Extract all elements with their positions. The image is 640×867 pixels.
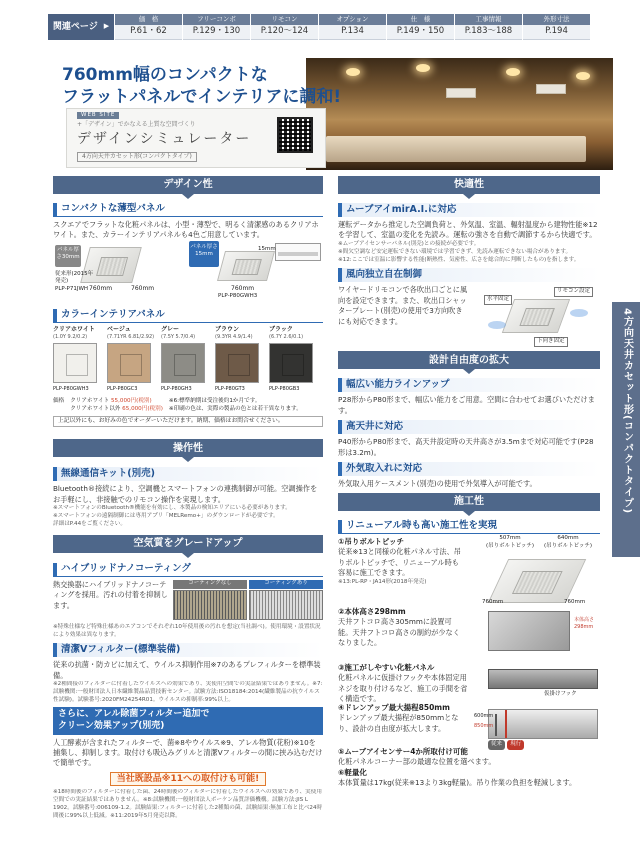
item-body-height: ②本体高さ298mm 天井フトコロ高さ305mmに設置可能。天井フトコロ高さの制約が少なくなりました。 本体高さ298mm — [338, 607, 600, 663]
related-page-col[interactable] — [318, 14, 386, 40]
hero-photo — [306, 58, 613, 170]
related-page-head: オプション — [319, 14, 386, 25]
swatch-model: PLP-P80GWH3 — [53, 385, 89, 392]
arrow-right-icon: ▶ — [103, 22, 110, 31]
item-sensor-title: ⑤ムーブアイセンサー4か所取付け可能 — [338, 747, 468, 757]
coil-uncoated-image — [173, 590, 247, 620]
related-pages-label: 関連ページ ▶ — [48, 14, 114, 40]
left-column — [53, 176, 323, 829]
swatch-code: (7.5Y 5.7/0.4) — [161, 333, 196, 340]
hybrid-coating-text: 熱交換器にハイブリッドナノコーティングを採用。汚れの付着を抑制します。 — [53, 579, 168, 610]
compact-panel-text: スクエアでフラットな化粧パネルは、小型・薄型で、明るく清潔感のあるクリアホワイト。また、カラーインテリアパネルも4色ご用意しています。 — [53, 220, 319, 240]
simulator-footnote: 4方向天井カセット形(コンパクトタイプ) — [77, 152, 197, 162]
wireless-kit-heading: 無線通信キット(別売) — [53, 467, 323, 481]
swatch-model: PLP-P80GH3 — [161, 385, 192, 392]
related-page-head: 工事情報 — [455, 14, 522, 25]
airflow-heading: 風向独立自在制御 — [338, 268, 600, 282]
comfort-section-header: 快適性 — [338, 176, 600, 194]
item-bolt-pitch: ①吊りボルトピッチ 従来※13と同様の化粧パネル寸法、吊りボルトピッチで、リニューアル時も容易に施工できます。 ※13:PL-RP・JA14形(2018年発売) 507mm (吊りボルトピッチ) 640mm (吊りボルトピッチ) 760mm 760mm — [338, 535, 593, 606]
related-page-link[interactable]: P.149・150 — [387, 25, 454, 40]
related-page-link[interactable]: P.183〜188 — [455, 25, 522, 40]
swatch-name: グレー — [161, 325, 180, 333]
allergy-filter-text: 人工酵素が含まれたフィルターで、菌※8やウイルス※9、アレル物質(花粉)※10を捕集し、抑制します。取付けも吸込みグリルと清潔Vフィルターの間に挟み込むだけで簡単です。 — [53, 737, 323, 768]
renewal-heading: リニューアル時も高い施工性を実現 — [338, 520, 600, 534]
color-swatch — [215, 343, 259, 383]
lineup-heading: 幅広い能力ラインアップ — [338, 378, 600, 392]
related-page-head: 仕 様 — [387, 14, 454, 25]
installation-section-header: 施工性 — [338, 493, 600, 511]
clean-filter-note: ※2種間接のフィルターに付着したウイルスへの効果であり、実使用空間での実証結果ではありません。※7:試験機関:一般財団法人日本繊維製品品質技術センター。試験方法:ISO18184:2014(繊維製品の抗ウイルス性試験)。試験番号:2020FM24254R01。ウイルスの抑制率:99%以上。 — [53, 681, 323, 703]
allergy-filter-note: ※18時間後のフィルターに付着した菌、24時間後のフィルターに付着したウイルスへの効果であり、実使用空間での実証結果ではありません。※8:試験機関:一般財団法人ボーケン品質評価機構。試験方法:JIS L 1902。試験番号:006109-1.2。試験結果:フィルターに付着した2種類の菌、試験結果:無加工布と比べ24時間後に99%以上低減。※11:2019年5月発売以降。 — [53, 789, 323, 819]
hook-image — [488, 669, 598, 689]
flexibility-section-header: 設計自由度の拡大 — [338, 351, 600, 369]
related-page-col[interactable] — [386, 14, 454, 40]
related-page-link[interactable]: P.61・62 — [115, 25, 182, 40]
related-page-col[interactable] — [182, 14, 250, 40]
swatch-name: クリアホワイト — [53, 325, 95, 333]
item-weight-text: 本体質量は17kg(従来※13より3kg軽量)。吊り作業の負担を軽減します。 — [338, 777, 577, 787]
operation-section-header: 操作性 — [53, 439, 323, 457]
airflow-block: ワイヤードリモコンで各吹出口ごとに風向を設定できます。また、吹出口シャッタープレート(別売)の使用で3方向吹きにも対応できます。 水平固定 リモコン設定 下向き固定 — [338, 285, 600, 347]
related-page-head: リモコン — [251, 14, 318, 25]
old-thickness-badge: パネル厚さ30mm — [55, 245, 81, 267]
new-panel-image — [217, 251, 275, 281]
new-thickness-badge: パネル厚さ15mm — [189, 241, 219, 267]
new-model-code: PLP-P80GWH3 — [218, 292, 258, 299]
item-drain-up: ④ドレンアップ最大揚程850mm ドレンアップ最大揚程が850mmとなり、設計の自由度が拡大します。 600mm 850mm 従来 現行 — [338, 703, 600, 747]
design-simulator-card[interactable] — [66, 108, 326, 168]
clean-filter-text: 従来の抗菌・防カビに加えて、ウイルス抑制作用※7のあるプレフィルターを標準装備。 — [53, 660, 321, 680]
panel-comparison: パネル厚さ30mm 760mm 760mm 従来形(2015年発売) PLP-P71JWH パネル厚さ15mm 760mm PLP-P80GWH3 15mm — [53, 241, 323, 305]
lineup-text: P28形からP80形まで、幅広い能力をご用意。空間に合わせてお選びいただけます。 — [338, 395, 595, 415]
custom-order-note: 上記以外にも、お好みの色でオーダーいただけます。納期、価格はお問合せください。 — [53, 416, 323, 428]
simulator-title: デザインシミュレーター — [77, 131, 252, 147]
related-page-col[interactable] — [250, 14, 318, 40]
related-pages-columns — [114, 14, 590, 40]
swatch-code: (6.7Y 2.6/0.1) — [269, 333, 304, 340]
color-swatches — [53, 326, 323, 398]
compact-panel-heading: コンパクトな薄型パネル — [53, 203, 323, 217]
related-page-col[interactable] — [522, 14, 590, 40]
old-model-label: 従来形(2015年発売) PLP-P71JWH — [55, 270, 94, 292]
related-page-link[interactable]: P.129・130 — [183, 25, 250, 40]
allergy-filter-heading: さらに、アレル除菌フィルター追加で クリーン効果アップ(別売) — [53, 707, 323, 734]
wireless-kit-text: Bluetooth®接続により、空調機とスマートフォンの連携制御が可能。空調操作をお手軽にし、非接触でのリモコン操作を実現します。 — [53, 484, 318, 504]
swatch-code: (7.71YR 6.81/2.92) — [107, 333, 155, 340]
high-ceiling-heading: 高天井に対応 — [338, 420, 600, 434]
swatch-code: (9.3YR 4.9/1.4) — [215, 333, 253, 340]
swatch-code: (1.0Y 9.2/0.2) — [53, 333, 88, 340]
air-quality-section-header: 空気質をグレードアップ — [53, 535, 323, 553]
item-easy-panel: ③施工がしやすい化粧パネル 化粧パネルに仮掛けフックや本体固定用ネジを取り付けるなど、施工の手間を省く構造です。 仮掛けフック — [338, 663, 600, 703]
clean-filter-heading: 清潔Vフィルター(標準装備) — [53, 643, 323, 657]
outside-air-heading: 外気取入れに対応 — [338, 462, 600, 476]
move-eye-notes: ※ムーブアイセンサーパネル(別売)との接続が必要です。 ※間欠空調など安定運転できない環境では学習できず、先読み運転できない場合があります。 ※12:ここでは室温に影響する性能(断熱性、気密性、広さを総合的に判断したもの)を指します。 — [338, 240, 580, 263]
qr-code-icon[interactable] — [277, 117, 313, 153]
swatch-model: PLP-P80GC3 — [107, 385, 138, 392]
item-sensor-text: 化粧パネルコーナー部の最適な位置を選べます。 — [338, 757, 496, 767]
hybrid-coating-heading: ハイブリッドナノコーティング — [53, 563, 323, 577]
high-ceiling-text: P40形からP80形まで、高天井設定時の天井高さが3.5mまで対応可能です(P28形は3.2m)。 — [338, 437, 594, 457]
move-eye-heading: ムーブアイmirA.I.に対応 — [338, 203, 600, 217]
color-swatch — [107, 343, 151, 383]
hero — [48, 58, 613, 170]
swatch-model: PLP-P80GT3 — [215, 385, 245, 392]
swatch-name: ブラック — [269, 325, 293, 333]
body-height-image — [488, 611, 570, 651]
right-column — [338, 176, 600, 788]
color-swatch — [269, 343, 313, 383]
bolt-pitch-image — [488, 559, 587, 603]
simulator-subtitle: +「デザイン」でかなえる上質な空間づくり — [77, 121, 196, 128]
related-page-head: 外形寸法 — [523, 14, 590, 25]
swatch-name: ブラウン — [215, 325, 240, 333]
color-swatch — [53, 343, 97, 383]
thickness-detail: 15mm — [275, 243, 321, 261]
category-side-tab: 4方向天井カセット形(コンパクトタイプ) — [612, 302, 640, 557]
color-panel-heading: カラーインテリアパネル — [53, 309, 323, 323]
related-pages-table — [48, 14, 590, 40]
web-site-badge: WEB SITE — [77, 112, 119, 119]
hero-title: 760mm幅のコンパクトな フラットパネルでインテリアに調和! — [62, 65, 342, 108]
related-page-link[interactable]: P.194 — [523, 25, 590, 40]
swatch-name: ベージュ — [107, 325, 131, 333]
hybrid-coating-note: ※特殊仕様など特殊仕様あのエアコンでそれぞれ10年使用後の汚れを想定(当社調べ)。使用環境・設置状況により効果は異なります。 — [53, 623, 321, 638]
related-page-link[interactable]: P.134 — [319, 25, 386, 40]
move-eye-text: 運転データから推定した空調負荷と、外気温、室温、輻射温度から建物性能※12を学習して、室温の変化を先読み。運転の強さを自動で調節するから快適です。 — [338, 220, 598, 240]
item-weight-title: ⑥軽量化 — [338, 767, 367, 777]
allergy-filter-badge: 当社既設品※11への取付けも可能! — [110, 772, 266, 786]
swatch-model: PLP-P80GB3 — [269, 385, 300, 392]
airflow-text: ワイヤードリモコンで各吹出口ごとに風向を設定できます。また、吹出口シャッタープレート(別売)の使用で3方向吹きにも対応できます。 — [338, 285, 468, 326]
airflow-cassette-image — [502, 299, 570, 333]
price-block: 価格 クリアホワイト 55,000円(税別) クリアホワイト以外 65,000円(税別) ※6:標準納期は受注後約1か月です。 ※印刷の色は、実際の製品の色とは若干異なります。 — [53, 397, 302, 412]
related-page-head: 価 格 — [115, 14, 182, 25]
design-section-header: デザイン性 — [53, 176, 323, 194]
related-page-head: フリーコンボ — [183, 14, 250, 25]
related-page-col[interactable] — [114, 14, 182, 40]
drain-image — [488, 709, 598, 739]
hybrid-coating-block: 熱交換器にハイブリッドナノコーティングを採用。汚れの付着を抑制します。 コーティングなし コーティングあり — [53, 580, 323, 624]
wireless-kit-notes: ※スマートフォンのBluetooth®機能を有効にし、本製品の検知エリアにいる必要があります。 ※スマートフォンの遠隔制御には専用アプリ「MELRemo+」のダウンロードが必要です。 詳細はP.44をご覧ください。 — [53, 505, 291, 527]
color-swatch — [161, 343, 205, 383]
related-page-col[interactable] — [454, 14, 522, 40]
related-page-link[interactable]: P.120〜124 — [251, 25, 318, 40]
coil-coated-image — [249, 590, 323, 620]
outside-air-text: 外気取入用ケースメント(別売)の使用で外気導入が可能です。 — [338, 479, 537, 488]
